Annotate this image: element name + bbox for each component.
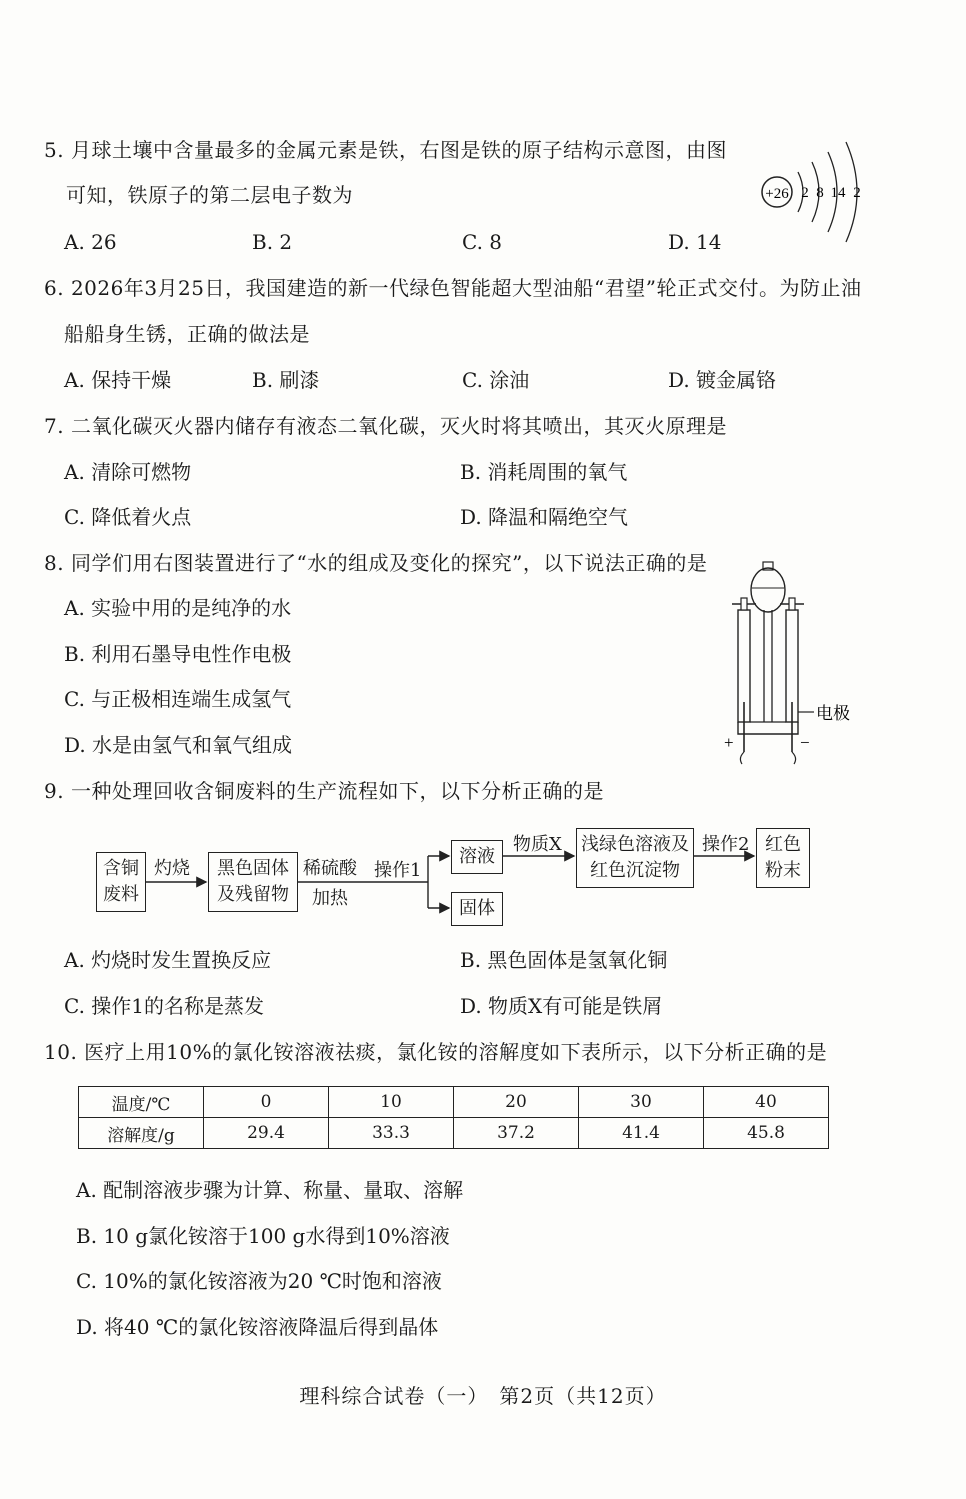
flow-box-black-solid-line2: 及残留物 <box>217 884 289 905</box>
q9-stem: 9. 一种处理回收含铜废料的生产流程如下，以下分析正确的是 <box>44 779 604 803</box>
q8-option-d[interactable]: D. 水是由氢气和氧气组成 <box>64 733 293 757</box>
q10-option-b[interactable]: B. 10 g氯化铵溶于100 g水得到10%溶液 <box>76 1224 450 1248</box>
q7-option-b[interactable]: B. 消耗周围的氧气 <box>460 460 628 484</box>
q6-option-c[interactable]: C. 涂油 <box>462 368 530 392</box>
shell-3-electrons: 14 <box>830 185 846 201</box>
electrode-label: 电极 <box>816 704 850 724</box>
q5-stem-line2: 可知，铁原子的第二层电子数为 <box>66 183 353 207</box>
table-cell-solubility: 29.4 <box>204 1118 329 1149</box>
flow-box-green-solution-line1: 浅绿色溶液及 <box>581 834 689 855</box>
q6-stem-line2: 船船身生锈，正确的做法是 <box>64 322 310 346</box>
flow-step-heating: 加热 <box>312 888 348 909</box>
flow-step-substance-x: 物质X <box>513 834 562 855</box>
q9-option-a[interactable]: A. 灼烧时发生置换反应 <box>64 948 272 972</box>
flow-box-solid-text: 固体 <box>459 898 495 919</box>
table-cell-solubility: 45.8 <box>704 1118 829 1149</box>
flow-box-copper-waste-line2: 废料 <box>103 884 139 905</box>
positive-terminal-sign: + <box>724 733 734 752</box>
flow-box-red-powder-line2: 粉末 <box>765 860 801 881</box>
table-header-temperature: 温度/℃ <box>79 1087 204 1118</box>
q10-stem: 10. 医疗上用10%的氯化铵溶液祛痰，氯化铵的溶解度如下表所示，以下分析正确的是 <box>44 1040 828 1064</box>
table-cell-temp: 30 <box>579 1087 704 1118</box>
q6-option-a[interactable]: A. 保持干燥 <box>64 368 172 392</box>
q8-option-b[interactable]: B. 利用石墨导电性作电极 <box>64 642 292 666</box>
q9-option-c[interactable]: C. 操作1的名称是蒸发 <box>64 994 265 1018</box>
table-cell-temp: 40 <box>704 1087 829 1118</box>
q10-option-a[interactable]: A. 配制溶液步骤为计算、称量、量取、溶解 <box>76 1178 464 1202</box>
q6-option-d[interactable]: D. 镀金属铬 <box>668 368 777 392</box>
flow-box-red-powder-line1: 红色 <box>765 834 801 855</box>
q7-option-c[interactable]: C. 降低着火点 <box>64 505 192 529</box>
q7-stem: 7. 二氧化碳灭火器内储存有液态二氧化碳，灭火时将其喷出，其灭火原理是 <box>44 414 727 438</box>
q10-option-d[interactable]: D. 将40 ℃的氯化铵溶液降温后得到晶体 <box>76 1315 439 1339</box>
shell-1-electrons: 2 <box>801 185 809 201</box>
q5-option-b[interactable]: B. 2 <box>252 230 293 254</box>
q6-option-b[interactable]: B. 刷漆 <box>252 368 320 392</box>
table-row-temperature <box>79 1087 829 1118</box>
q8-stem: 8. 同学们用右图装置进行了“水的组成及变化的探究”，以下说法正确的是 <box>44 551 708 575</box>
flow-step-roasting: 灼烧 <box>154 858 190 879</box>
q7-option-a[interactable]: A. 清除可燃物 <box>64 460 192 484</box>
q5-stem-line1: 5. 月球土壤中含量最多的金属元素是铁，右图是铁的原子结构示意图，由图 <box>44 138 727 162</box>
q10-option-c[interactable]: C. 10%的氯化铵溶液为20 ℃时饱和溶液 <box>76 1269 442 1293</box>
q8-option-c[interactable]: C. 与正极相连端生成氢气 <box>64 687 292 711</box>
table-cell-solubility: 33.3 <box>329 1118 454 1149</box>
atom-nucleus-charge: +26 <box>765 186 789 202</box>
q9-option-b[interactable]: B. 黑色固体是氢氧化铜 <box>460 948 668 972</box>
flow-step-operation1: 操作1 <box>374 860 422 881</box>
q5-option-d[interactable]: D. 14 <box>668 230 722 254</box>
flow-step-dilute-acid: 稀硫酸 <box>303 858 357 879</box>
negative-terminal-sign: − <box>800 733 810 752</box>
q5-option-a[interactable]: A. 26 <box>64 230 117 254</box>
flow-box-copper-waste-line1: 含铜 <box>103 858 139 879</box>
table-cell-temp: 10 <box>329 1087 454 1118</box>
shell-2-electrons: 8 <box>816 185 824 201</box>
table-cell-solubility: 41.4 <box>579 1118 704 1149</box>
table-header-solubility: 溶解度/g <box>79 1118 204 1149</box>
flow-box-black-solid-line1: 黑色固体 <box>217 858 289 879</box>
flow-box-solution-text: 溶液 <box>459 846 495 867</box>
flow-step-operation2: 操作2 <box>702 834 750 855</box>
table-row-solubility <box>79 1118 829 1149</box>
q5-option-c[interactable]: C. 8 <box>462 230 503 254</box>
q6-stem-line1: 6. 2026年3月25日，我国建造的新一代绿色智能超大型油船“君望”轮正式交付。为防止油 <box>44 276 862 300</box>
table-cell-solubility: 37.2 <box>454 1118 579 1149</box>
shell-4-electrons: 2 <box>853 185 861 201</box>
table-cell-temp: 20 <box>454 1087 579 1118</box>
table-cell-temp: 0 <box>204 1087 329 1118</box>
page-footer: 理科综合试卷（一） 第2页（共12页） <box>299 1384 667 1408</box>
q9-option-d[interactable]: D. 物质X有可能是铁屑 <box>460 994 663 1018</box>
flow-box-green-solution-line2: 红色沉淀物 <box>590 860 680 881</box>
q7-option-d[interactable]: D. 降温和隔绝空气 <box>460 505 629 529</box>
q8-option-a[interactable]: A. 实验中用的是纯净的水 <box>64 596 292 620</box>
solubility-table <box>78 1086 829 1149</box>
